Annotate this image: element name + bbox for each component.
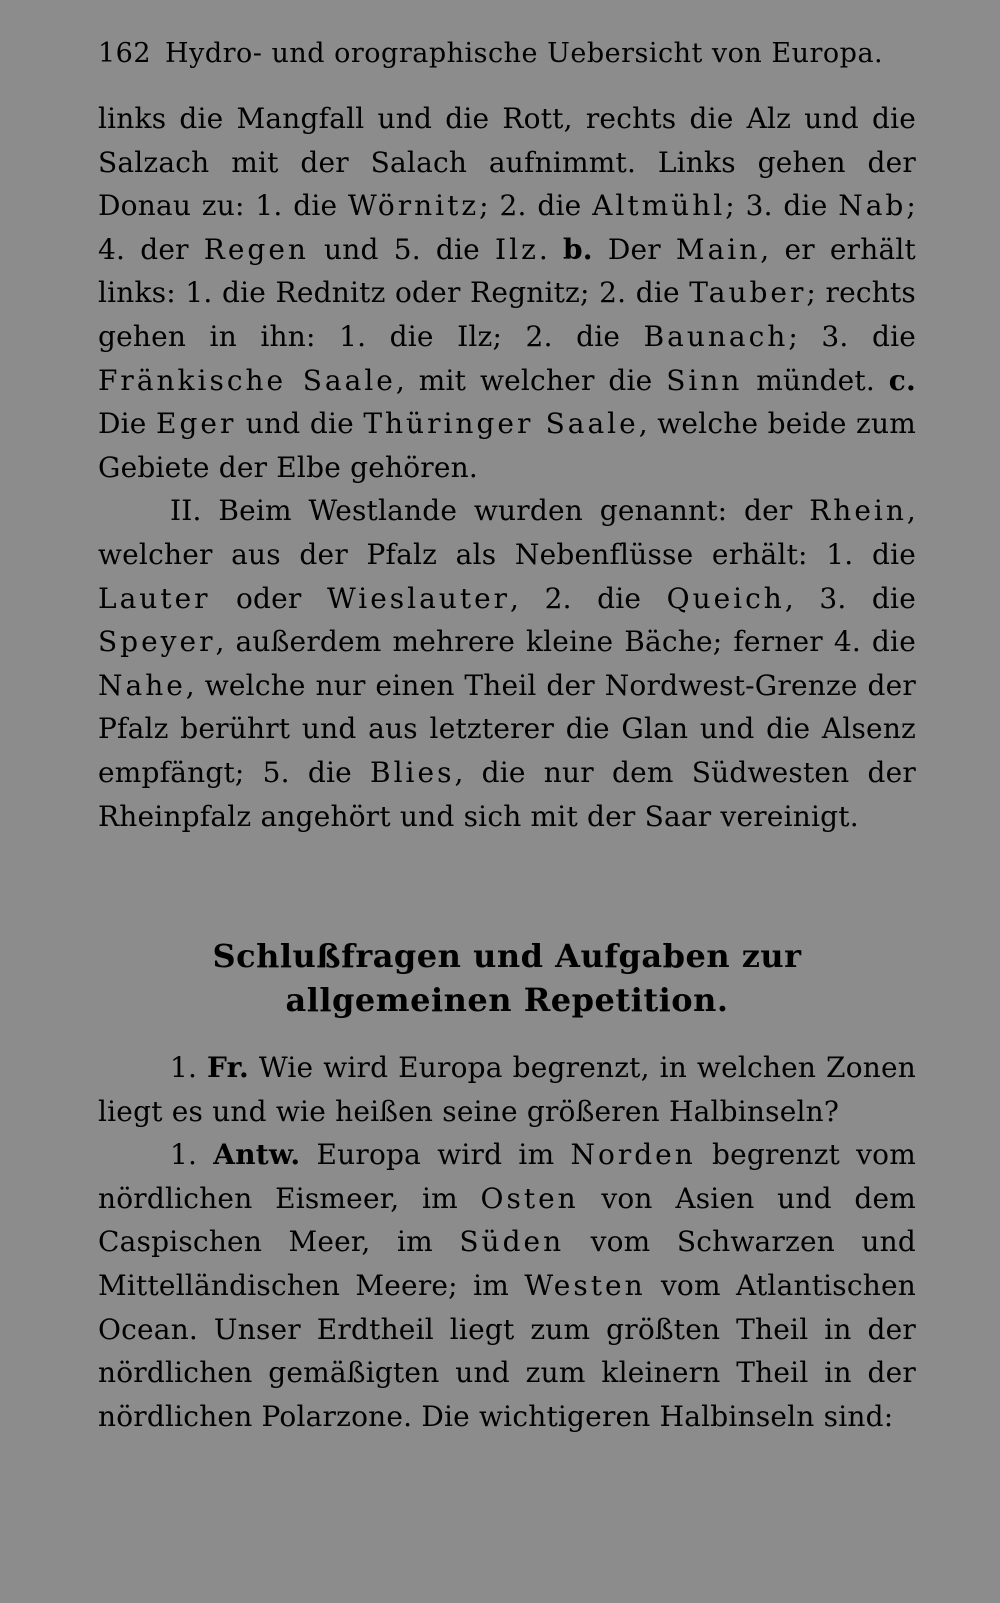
text-run: ; 4. der	[98, 189, 916, 266]
question-answer-block	[98, 1046, 916, 1438]
river-name: Lauter	[98, 581, 211, 615]
river-name: Nab	[838, 189, 907, 223]
river-name: Wörnitz	[348, 189, 480, 223]
text-run: , welche beide zum Gebiete der Elbe gehören.	[98, 407, 916, 484]
list-marker: b.	[563, 232, 593, 266]
text-run: ; 2. die	[492, 319, 644, 353]
text-run: Europa wird im	[300, 1138, 571, 1172]
text-run: vom Schwarzen und Mittelländischen Meere; im	[98, 1225, 916, 1303]
text-run: Der	[592, 232, 676, 266]
answer-number: 1.	[170, 1138, 198, 1172]
question-label: Fr.	[207, 1051, 249, 1085]
river-name: Baunach	[643, 319, 789, 353]
question-1	[98, 1046, 916, 1133]
text-run: , mit welcher die	[395, 363, 667, 397]
river-name: Nahe	[98, 668, 186, 702]
section-heading: Schlußfragen und Aufgaben zur allgemeinen Repetition.	[212, 937, 802, 1020]
river-name: Regen	[203, 232, 309, 266]
list-marker: c.	[888, 363, 916, 397]
river-name: Main	[675, 232, 761, 266]
river-name: Queich	[666, 581, 785, 615]
river-name: Tauber	[689, 276, 807, 310]
river-name: Sinn	[666, 363, 743, 397]
text-run: begrenzt vom nördlichen Eismeer, im	[98, 1138, 916, 1215]
river-name: Ilz	[495, 232, 539, 266]
text-run: vom Atlantischen Ocean. Unser Erdtheil liegt zum größten Theil in der nördlichen gemäßigten und zum kleinern Theil in der nördlichen Polarzone. Die wichtigeren Halbinseln sind:	[98, 1269, 916, 1433]
text-run: , 2. die	[510, 581, 667, 615]
text-run: von Asien und dem Caspischen Meer, im	[98, 1181, 916, 1259]
question-number: 1.	[170, 1051, 198, 1085]
river-name: Fränkische Saale	[98, 363, 396, 397]
text-run: , außerdem mehrere kleine Bäche; ferner 4. die	[215, 625, 916, 659]
text-run: , die nur dem Südwesten der Rheinpfalz angehört und sich mit der Saar vereinigt.	[98, 755, 916, 833]
text-run: Die	[98, 407, 157, 441]
river-name: Rednitz	[275, 276, 386, 310]
text-run: , er erhält links: 1. die	[98, 232, 916, 310]
river-name: Eger	[156, 407, 237, 441]
text-run: , 3. die	[784, 581, 916, 615]
text-run: und 5. die	[308, 232, 496, 266]
text-run: ; 2. die	[479, 189, 593, 223]
continuation-paragraph	[98, 97, 916, 489]
text-run: ; rechts gehen in ihn: 1. die	[98, 276, 916, 353]
direction-word: Süden	[459, 1225, 565, 1259]
text-run: oder	[385, 276, 471, 310]
text-run: , welcher aus der Pfalz als Nebenflüsse erhält: 1. die	[98, 494, 916, 571]
running-title: Hydro- und orographische Uebersicht von Europa.	[165, 38, 884, 69]
text-run: und die	[236, 407, 364, 441]
text-run: ; 2. die	[580, 276, 690, 310]
river-name: Blies	[370, 755, 455, 789]
river-name: Rhein	[809, 494, 907, 528]
question-text: Wie wird Europa begrenzt, in welchen Zonen liegt es und wie heißen seine größeren Halbinseln?	[98, 1051, 916, 1128]
answer-label: Antw.	[213, 1138, 301, 1172]
text-run: ; 3. die	[788, 319, 916, 353]
river-name: Altmühl	[592, 189, 726, 223]
direction-word: Norden	[570, 1138, 696, 1172]
text-run: oder	[210, 581, 327, 615]
text-run: , welche nur einen Theil der Nordwest-Grenze der Pfalz berührt und aus letzterer die Glan und die Alsenz empfängt; 5. die	[98, 668, 916, 789]
direction-word: Westen	[524, 1269, 646, 1303]
text-run: .	[538, 232, 564, 266]
running-header	[98, 38, 916, 69]
westland-paragraph	[98, 489, 916, 838]
text-run: mündet.	[742, 363, 889, 397]
river-name: Ilz	[457, 319, 493, 353]
river-name: Speyer	[98, 625, 216, 659]
river-name: Wieslauter	[326, 581, 511, 615]
answer-1	[98, 1133, 916, 1438]
page-number: 162	[98, 38, 152, 69]
direction-word: Osten	[480, 1181, 579, 1215]
river-name: Regnitz	[470, 276, 580, 310]
river-name: Thüringer Saale	[363, 407, 639, 441]
text-run: II. Beim Westlande wurden genannt: der	[170, 494, 810, 528]
text-run: ; 3. die	[725, 189, 839, 223]
text-run: links die Mangfall und die Rott, rechts die Alz und die Salzach mit der Salach aufnimmt. Links gehen der Donau zu: 1. die	[98, 102, 916, 223]
book-page	[98, 38, 916, 1438]
